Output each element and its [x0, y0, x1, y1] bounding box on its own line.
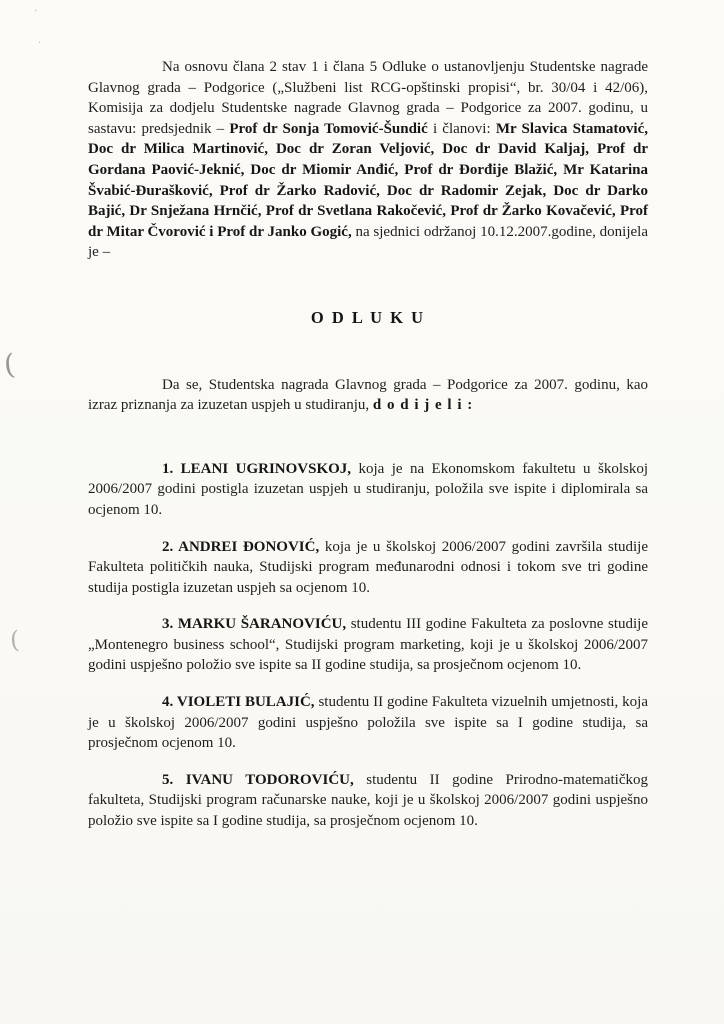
award-recipient: 3. MARKU ŠARANOVIĆU, [162, 616, 347, 633]
committee-members: Mr Slavica Stamatović, Doc dr Milica Martinović, Doc dr Zoran Veljović, Doc dr David Kaljaj, Prof dr Gordana Paović-Jeknić, Doc dr Miomir Anđić, Prof dr Đorđije Blažić, Mr Katarina Švabić-Đurašković, Prof dr Žarko Radović, Doc dr Radomir Zejak, Doc dr Darko Bajić, Dr Snježana Hrnčić, Prof dr Svetlana Rakočević, Prof dr Žarko Kovačević, Prof dr Mitar Čvorović i Prof dr Janko Gogić, [88, 120, 648, 240]
intro-text: Na osnovu člana 2 stav 1 i člana 5 Odluke o ustanovljenju Studentske nagrade Glavnog grada – Podgorice („Službeni list RCG-opštinski propisi“, br. 30/04 i 42/06), Komisija za dodjelu Studentske nagrade Glavnog grada – Podgorice za 2007. godinu, u sastavu: predsjednik – [88, 59, 648, 137]
award-description: studentu III godine Fakulteta za poslovne studije „Montenegro business school“, Studijski program marketing, koji je u školskoj 2006/2007 godini uspješno položio sve ispite sa II godine studija, sa prosječnom ocjenom 10. [88, 616, 648, 674]
award-item-2 [88, 537, 648, 599]
award-description: studentu II godine Fakulteta vizuelnih umjetnosti, koja je u školskoj 2006/2007 godini uspješno položila sve ispite sa I godine studija, sa prosječnom ocjenom 10. [88, 694, 648, 752]
decision-text: Da se, Studentska nagrada Glavnog grada – Podgorice za 2007. godinu, kao izraz priznanja za izuzetan uspjeh u studiranju, [88, 376, 648, 414]
intro-paragraph [88, 57, 648, 263]
scan-speck: · [34, 6, 38, 17]
scan-artifact-parenthesis-top: ( [2, 347, 17, 382]
award-recipient: 5. IVANU TODOROVIĆU, [162, 771, 354, 788]
scan-artifact-parenthesis-bottom: ( [9, 625, 21, 655]
award-item-4 [88, 692, 648, 754]
scan-speck: · [38, 38, 42, 49]
award-item-3 [88, 614, 648, 676]
intro-text: na sjednici održanoj 10.12.2007.godine, donijela je – [88, 223, 648, 261]
award-item-1 [88, 459, 648, 521]
decision-heading: O D L U K U [310, 307, 426, 327]
award-description: koja je u školskoj 2006/2007 godini završila studije Fakulteta političkih nauka, Studijski program međunarodni odnosi i tokom sve tri godine studija postigla izuzetan uspjeh sa ocjenom 10. [88, 538, 648, 596]
award-recipient: 1. LEANI UGRINOVSKOJ, [162, 460, 352, 477]
award-recipient: 4. VIOLETI BULAJIĆ, [162, 694, 315, 711]
award-list [88, 459, 648, 832]
committee-president: Prof dr Sonja Tomović-Šundić [229, 120, 428, 137]
decision-keyword: d o d i j e l i : [372, 397, 474, 414]
intro-text: i članovi: [427, 120, 496, 137]
award-description: koja je na Ekonomskom fakultetu u školskoj 2006/2007 godini postigla izuzetan uspjeh u studiranju, položila sve ispite i diplomirala sa ocjenom 10. [88, 460, 648, 518]
decision-paragraph [88, 375, 648, 416]
award-recipient: 2. ANDREI ĐONOVIĆ, [162, 538, 320, 555]
award-item-5 [88, 770, 648, 832]
award-description: studentu II godine Prirodno-matematičkog fakulteta, Studijski program računarske nauke, koji je u školskoj 2006/2007 godini uspješno položio sve ispite sa I godine studija, sa prosječnom ocjenom 10. [88, 771, 648, 830]
